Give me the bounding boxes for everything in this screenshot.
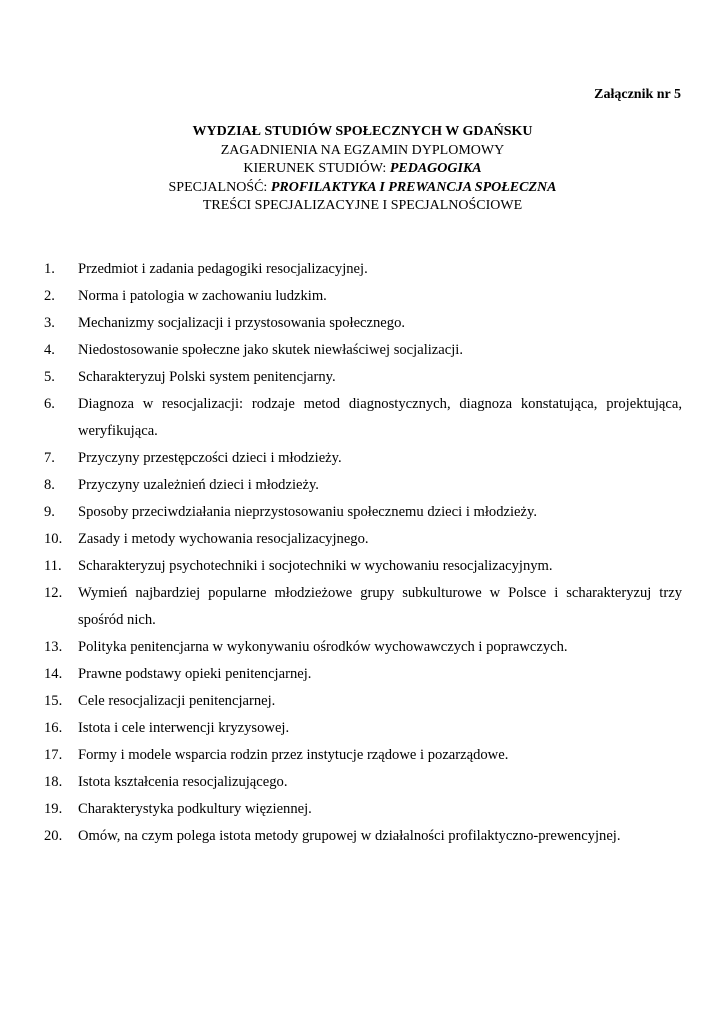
question-number: 2. <box>44 288 55 304</box>
question-item <box>44 364 682 391</box>
question-number: 16. <box>44 720 63 736</box>
question-text: Scharakteryzuj Polski system penitencjarny. <box>78 369 336 385</box>
question-number: 1. <box>44 261 55 277</box>
field-of-study-label: KIERUNEK STUDIÓW: <box>243 161 390 176</box>
question-text: Omów, na czym polega istota metody grupowej w działalności profilaktyczno-prewencyjnej. <box>78 828 621 844</box>
question-text: Polityka penitencjarna w wykonywaniu ośrodków wychowawczych i poprawczych. <box>78 639 568 655</box>
question-number: 14. <box>44 666 63 682</box>
question-item <box>44 391 682 445</box>
question-item <box>44 283 682 310</box>
question-list <box>44 256 682 850</box>
question-item <box>44 445 682 472</box>
question-number: 6. <box>44 396 55 412</box>
question-number: 5. <box>44 369 55 385</box>
specialty-line <box>0 179 725 198</box>
question-number: 13. <box>44 639 63 655</box>
question-text: Przedmiot i zadania pedagogiki resocjalizacyjnej. <box>78 261 368 277</box>
question-item <box>44 661 682 688</box>
question-item <box>44 310 682 337</box>
question-item <box>44 769 682 796</box>
document-header <box>0 123 725 216</box>
question-text: Scharakteryzuj psychotechniki i socjotechniki w wychowaniu resocjalizacyjnym. <box>78 558 553 574</box>
question-text: Norma i patologia w zachowaniu ludzkim. <box>78 288 327 304</box>
question-item <box>44 526 682 553</box>
specialty-value: PROFILAKTYKA I PREWANCJA SPOŁECZNA <box>270 179 557 195</box>
question-text: Wymień najbardziej popularne młodzieżowe grupy subkulturowe w Polsce i scharakteryzuj trzy spośród nich. <box>78 585 682 628</box>
question-item <box>44 742 682 769</box>
question-text: Mechanizmy socjalizacji i przystosowania społecznego. <box>78 315 406 331</box>
question-item <box>44 796 682 823</box>
content-line: TREŚCI SPECJALIZACYJNE I SPECJALNOŚCIOWE <box>202 198 523 213</box>
question-number: 3. <box>44 315 55 331</box>
question-number: 20. <box>44 828 63 844</box>
exam-topics-title: ZAGADNIENIA NA EGZAMIN DYPLOMOWY <box>220 142 505 158</box>
faculty-title: WYDZIAŁ STUDIÓW SPOŁECZNYCH W GDAŃSKU <box>192 124 533 139</box>
question-number: 19. <box>44 801 63 817</box>
question-text: Diagnoza w resocjalizacji: rodzaje metod diagnostycznych, diagnoza konstatująca, projektująca, weryfikująca. <box>78 396 682 439</box>
question-item <box>44 634 682 661</box>
question-number: 4. <box>44 342 55 358</box>
question-number: 8. <box>44 477 55 493</box>
question-text: Sposoby przeciwdziałania nieprzystosowaniu społecznemu dzieci i młodzieży. <box>78 504 538 520</box>
question-item <box>44 580 682 634</box>
question-item <box>44 688 682 715</box>
question-number: 12. <box>44 585 63 601</box>
question-number: 7. <box>44 450 55 466</box>
question-item <box>44 256 682 283</box>
question-item <box>44 715 682 742</box>
question-text: Formy i modele wsparcia rodzin przez instytucje rządowe i pozarządowe. <box>78 747 509 763</box>
question-number: 15. <box>44 693 63 709</box>
question-text: Cele resocjalizacji penitencjarnej. <box>78 693 276 709</box>
question-text: Niedostosowanie społeczne jako skutek niewłaściwej socjalizacji. <box>78 342 463 358</box>
question-number: 18. <box>44 774 63 790</box>
specialty-label: SPECJALNOŚĆ: <box>168 179 271 195</box>
question-item <box>44 553 682 580</box>
question-text: Przyczyny uzależnień dzieci i młodzieży. <box>78 477 319 493</box>
question-item <box>44 499 682 526</box>
question-number: 17. <box>44 747 63 763</box>
question-text: Prawne podstawy opieki penitencjarnej. <box>78 666 312 682</box>
question-number: 9. <box>44 504 55 520</box>
field-of-study-value: PEDAGOGIKA <box>389 161 482 176</box>
question-item <box>44 472 682 499</box>
field-of-study-line <box>0 160 725 179</box>
question-text: Istota i cele interwencji kryzysowej. <box>78 720 290 736</box>
question-text: Charakterystyka podkultury więziennej. <box>78 801 312 817</box>
question-text: Istota kształcenia resocjalizującego. <box>78 774 288 790</box>
question-text: Zasady i metody wychowania resocjalizacyjnego. <box>78 531 369 547</box>
question-number: 11. <box>44 558 62 574</box>
question-item <box>44 823 682 850</box>
annex-label: Załącznik nr 5 <box>594 87 681 102</box>
question-number: 10. <box>44 531 63 547</box>
question-item <box>44 337 682 364</box>
question-text: Przyczyny przestępczości dzieci i młodzieży. <box>78 450 342 466</box>
